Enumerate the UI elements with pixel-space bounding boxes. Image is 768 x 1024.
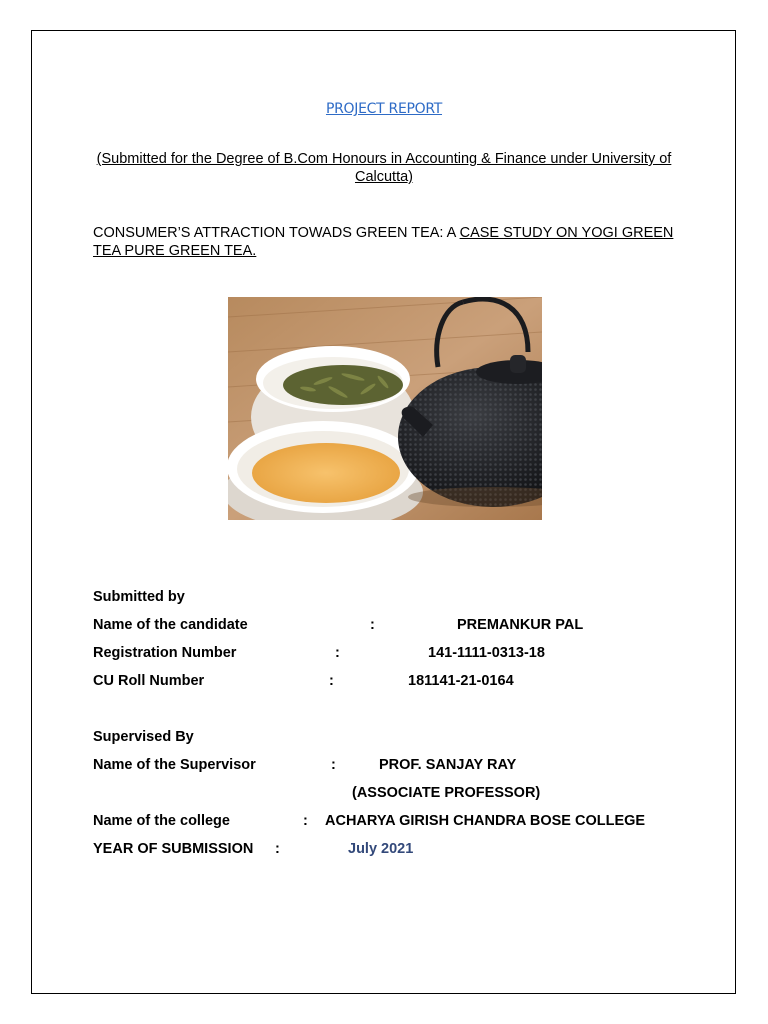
college-value: ACHARYA GIRISH CHANDRA BOSE COLLEGE [325, 813, 646, 829]
roll-value: 181141-21-0164 [408, 673, 514, 689]
green-tea-illustration [228, 297, 542, 520]
year-label: YEAR OF SUBMISSION [93, 841, 254, 857]
topic-underlined: CASE STUDY ON YOGI GREEN TEA PURE GREEN TEA. [93, 225, 674, 259]
supervisor-value: PROF. SANJAY RAY [379, 757, 517, 773]
supervisor-label: Name of the Supervisor [93, 757, 256, 773]
candidate-value: PREMANKUR PAL [457, 617, 584, 633]
green-tea-photo [228, 297, 542, 520]
college-label: Name of the college [93, 813, 230, 829]
supervisor-designation: (ASSOCIATE PROFESSOR) [352, 785, 541, 801]
degree-statement: (Submitted for the Degree of B.Com Honours in Accounting & Finance under University of Calcutta) [96, 151, 672, 185]
supervisor-separator: : [331, 757, 336, 773]
submitted-by-heading: Submitted by [93, 589, 185, 605]
candidate-separator: : [370, 617, 375, 633]
registration-label: Registration Number [93, 645, 237, 661]
roll-label: CU Roll Number [93, 673, 205, 689]
college-separator: : [303, 813, 308, 829]
report-title: PROJECT REPORT [325, 101, 443, 117]
supervised-by-heading: Supervised By [93, 729, 194, 745]
candidate-label: Name of the candidate [93, 617, 248, 633]
year-value: July 2021 [348, 841, 414, 857]
roll-separator: : [329, 673, 334, 689]
topic-plain: CONSUMER’S ATTRACTION TOWADS GREEN TEA: A [93, 225, 460, 241]
registration-separator: : [335, 645, 340, 661]
project-topic [93, 224, 683, 260]
registration-value: 141-1111-0313-18 [428, 645, 545, 661]
year-separator: : [275, 841, 280, 857]
